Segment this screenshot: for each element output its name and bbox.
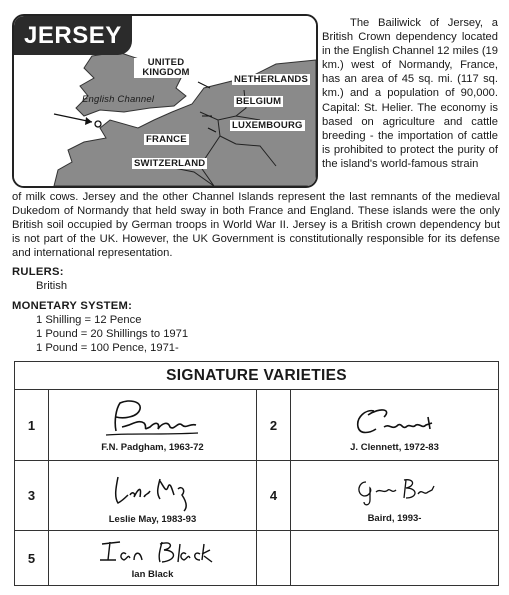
map-label-luxembourg: LUXEMBOURG: [232, 120, 303, 131]
continued-paragraph: of milk cows. Jersey and the other Channel Islands represent the last remnants of the medieval Dukedom of Normandy that held sway in both France and England. These islands were the only British soil occupied by German troops in World War II. Jersey is a British crown dependency but is not part of the UK. However, the UK Government is constitutionally responsible for its defense and international representation.: [12, 191, 500, 260]
map-label-netherlands: NETHERLANDS: [234, 74, 308, 85]
signature-caption: F.N. Padgham, 1963-72: [101, 442, 204, 453]
rulers-section: [12, 265, 67, 293]
monetary-section: [12, 299, 188, 355]
signature-table-title: SIGNATURE VARIETIES: [15, 362, 499, 390]
signature-cell: [49, 531, 257, 586]
map-label-uk: UNITED KINGDOM: [134, 58, 198, 78]
monetary-item: 1 Shilling = 12 Pence: [36, 314, 142, 326]
map-label-english-channel: English Channel: [82, 94, 155, 105]
signature-number: 4: [257, 461, 291, 531]
map-label-switzerland: SWITZERLAND: [134, 158, 206, 169]
signature-baird-image: [340, 468, 450, 512]
intro-paragraph: [322, 16, 498, 171]
empty-number-cell: [257, 531, 291, 586]
signature-number: 3: [15, 461, 49, 531]
signature-number: 5: [15, 531, 49, 586]
empty-signature-cell: [291, 531, 499, 586]
jersey-marker: [95, 121, 101, 127]
intro-text: The Bailiwick of Jersey, a British Crown dependency located in the English Channel 12 miles (19 km.) west of Normandy, France, has an area of 45 sq. mi. (117 sq. km.) and a population of 90,000. Capital: St. Helier. The economy is based on agriculture and cattle breeding - the importation of cattle is prohibited to protect the purity of the island's world-famous strain: [322, 17, 498, 170]
signature-cell: [291, 390, 499, 461]
rulers-item: British: [36, 280, 68, 292]
signature-clennett-image: [340, 397, 450, 441]
signature-leslie-may-image: [98, 467, 208, 513]
map-title: JERSEY: [14, 16, 132, 55]
signature-number: 1: [15, 390, 49, 461]
monetary-heading: MONETARY SYSTEM:: [12, 300, 133, 312]
signature-number: 2: [257, 390, 291, 461]
signature-caption: Leslie May, 1983-93: [108, 513, 197, 525]
rulers-heading: RULERS:: [12, 266, 64, 278]
map-label-belgium: BELGIUM: [236, 96, 282, 107]
signature-ian-black-image: [88, 536, 218, 568]
signature-padgham-image: [98, 397, 208, 441]
signature-caption: J. Clennett, 1972-83: [350, 442, 439, 453]
signature-caption: Ian Black: [131, 569, 174, 580]
map-label-france: FRANCE: [146, 134, 187, 145]
signature-cell: [49, 461, 257, 531]
signature-cell: [49, 390, 257, 461]
signature-varieties-table: [14, 361, 499, 586]
signature-cell: [291, 461, 499, 531]
monetary-item: 1 Pound = 20 Shillings to 1971: [36, 328, 189, 340]
signature-caption: Baird, 1993-: [367, 512, 422, 524]
monetary-item: 1 Pound = 100 Pence, 1971-: [36, 342, 179, 354]
jersey-location-map: [12, 14, 318, 188]
